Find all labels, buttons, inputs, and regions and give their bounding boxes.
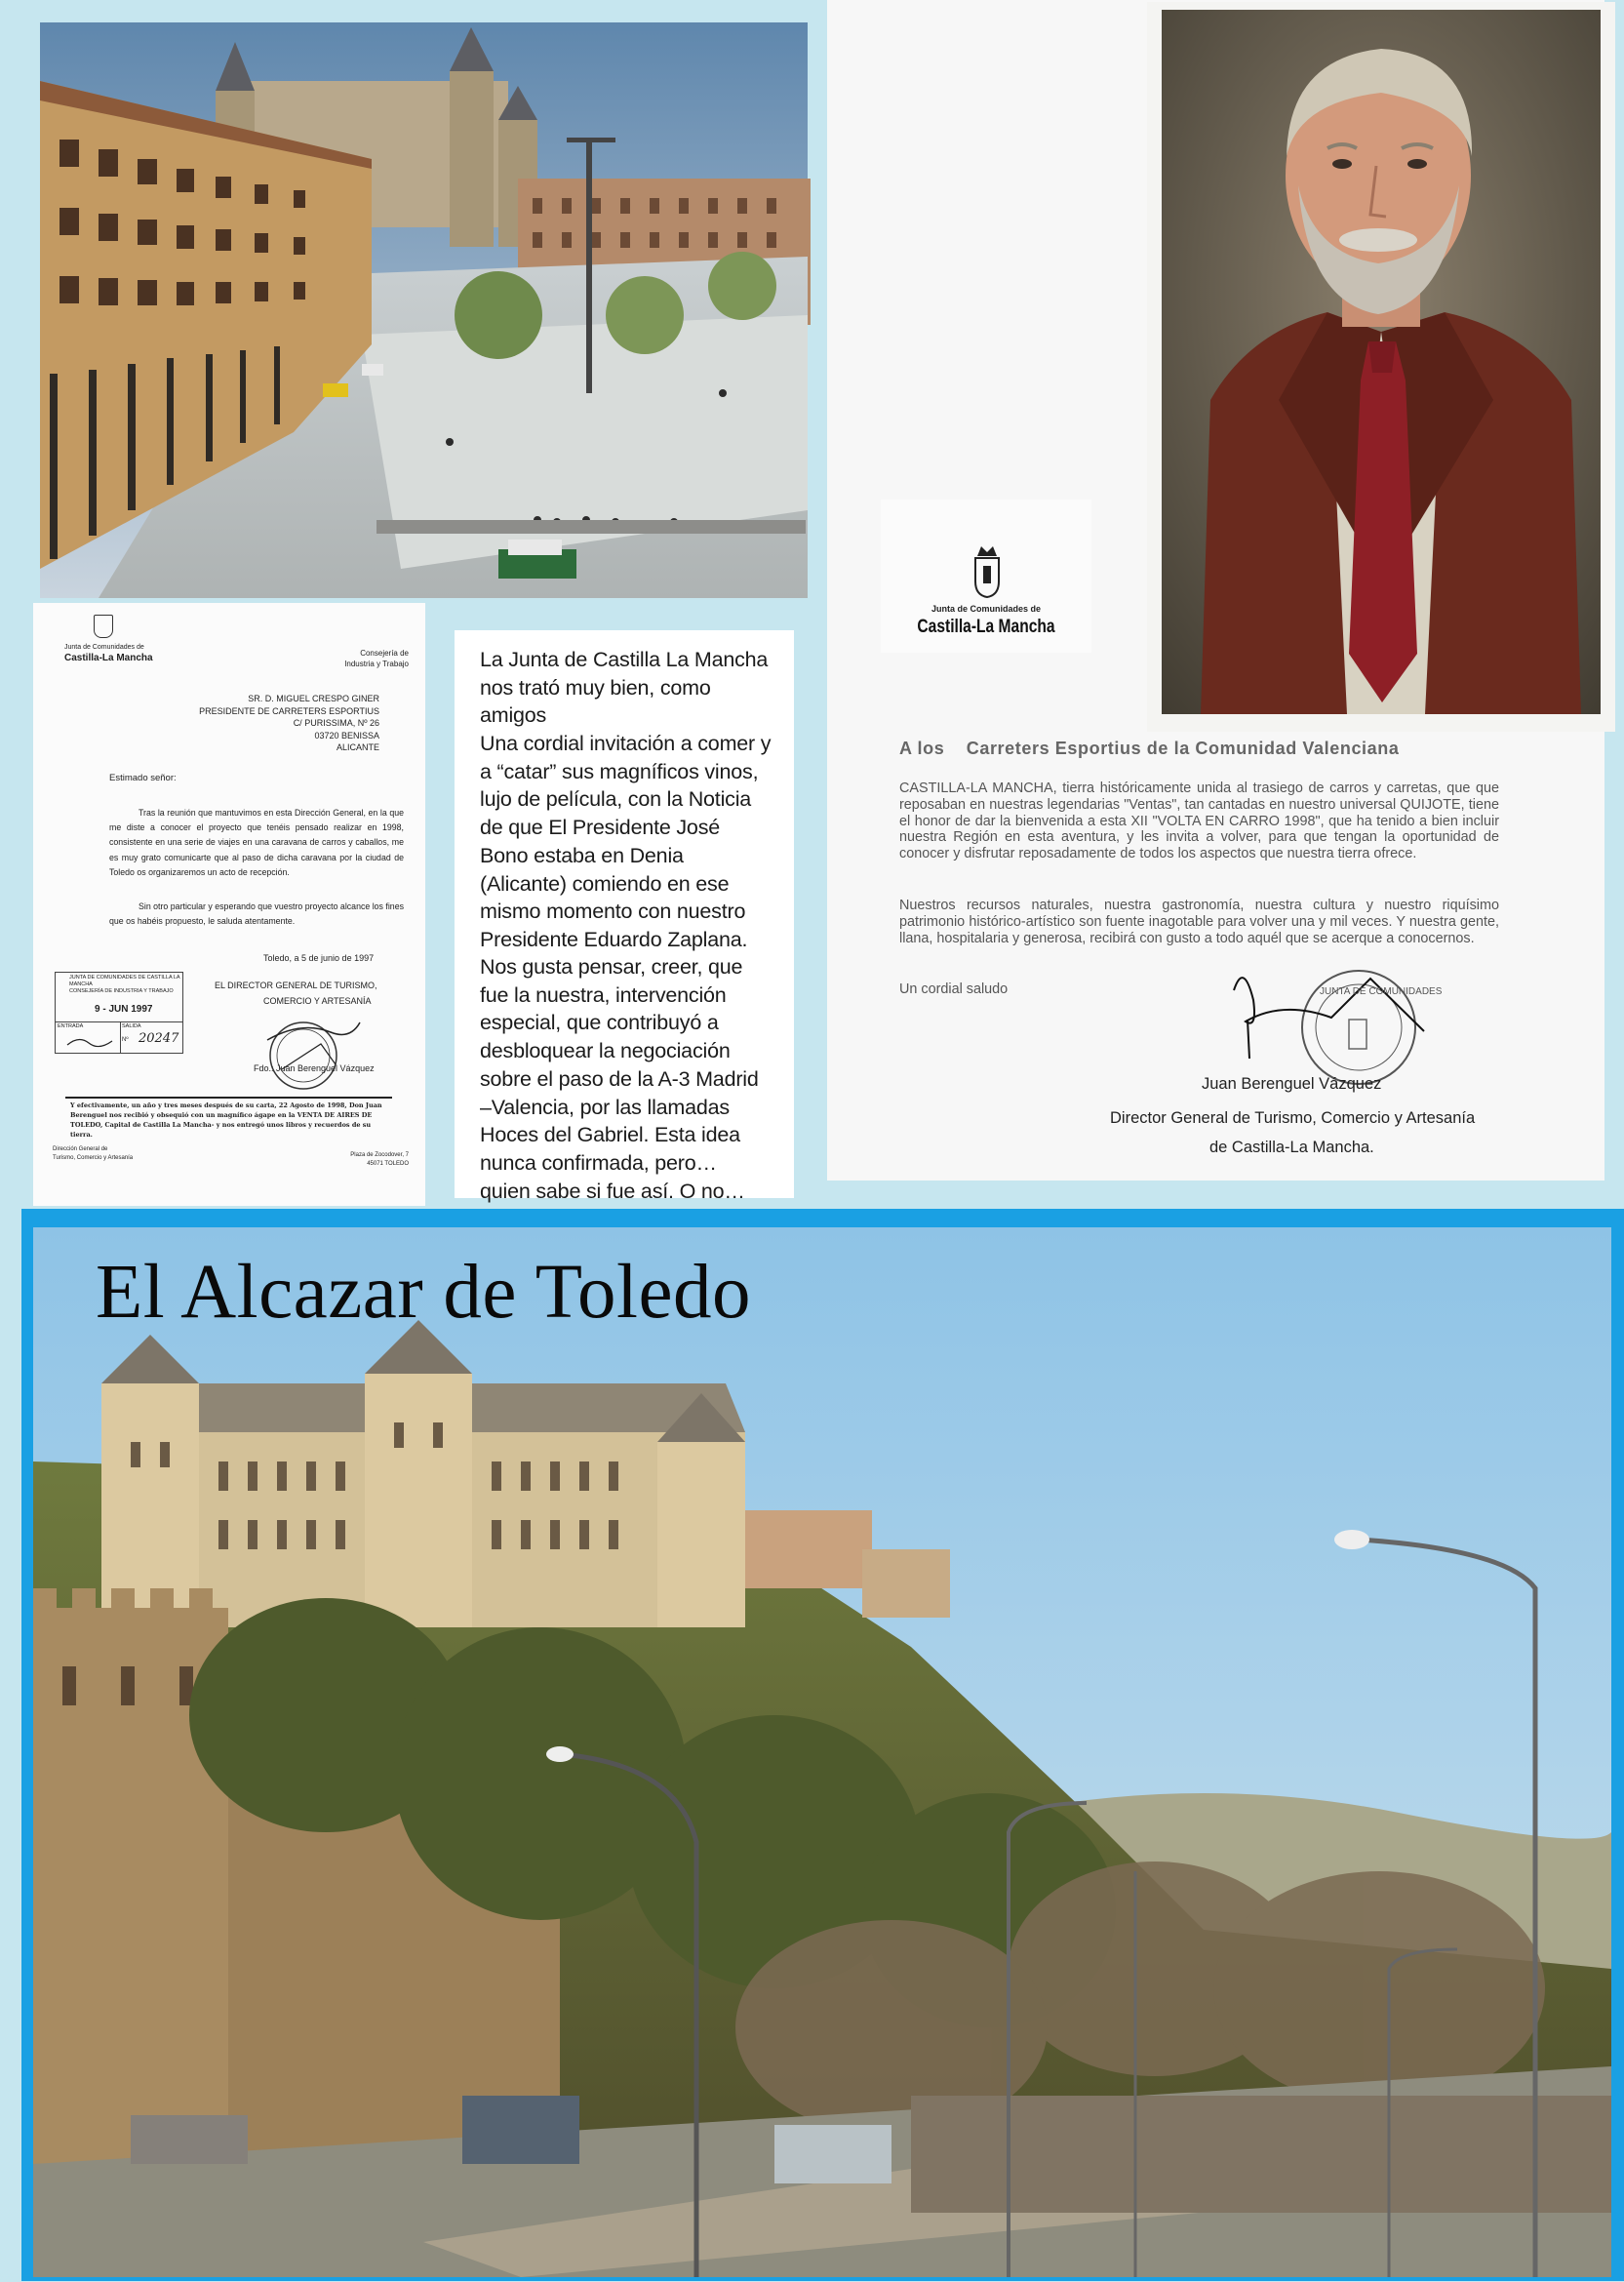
stamp-number: 20247 [139,1031,179,1046]
note-paragraph-2: Una cordial invitación a comer y a “catar” sus magníficos vinos, lujo de película, con la Noticia de que El Presidente José Bono estaba en Denia (Alicante) comiendo en ese mismo momento con nuestro Presidente Eduardo Zaplana. [480,732,772,951]
alcazar-title: El Alcazar de Toledo [96,1250,752,1335]
director-signature [262,1011,370,1099]
letter-sign-line2: COMERCIO Y ARTESANÍA [263,996,372,1006]
note-paragraph-1: La Junta de Castilla La Mancha nos trató muy bien, como amigos [480,648,769,728]
plaza-illustration [40,22,808,598]
welcome-signer-name: Juan Berenguel Vázquez [1202,1075,1382,1093]
plaza-zocodover-photo [40,22,808,598]
stamp-salida: SALIDA [122,1023,141,1029]
footer-left-line2: Turismo, Comercio y Artesanía [53,1155,134,1161]
commentary-note [455,630,794,1203]
letter-body-1: Tras la reunión que mantuvimos en esta Dirección General, en la que me diste a conocer el proyecto que tenéis pensado realizar en 1998, consistente en una serie de viajes en una caravana de carros y caballos, me es muy grato comunicarte que al paso de dicha caravana por la ciudad de Toledo os organizaremos un acto de recepción. [109,808,404,877]
address-line: 03720 BENISSA [314,730,379,741]
alcazar-photo [33,1227,1611,2277]
address-line: PRESIDENTE DE CARRETERS ESPORTIUS [199,705,379,716]
letter-sign-line1: EL DIRECTOR GENERAL DE TURISMO, [215,981,377,990]
junta-logo-line2: Castilla-La Mancha [917,617,1055,637]
letter-logo-line1: Junta de Comunidades de [64,644,144,651]
footer-right-line1: Plaza de Zocodover, 7 [350,1152,409,1158]
welcome-closing: Un cordial saludo [899,981,1009,997]
welcome-signer-title: Director General de Turismo, Comercio y Artesanía [1110,1109,1476,1127]
letter-signed: Fdo.: Juan Berenguel Vázquez [254,1063,375,1073]
stamp-scribble [65,1031,114,1051]
letter-dept [326,648,409,669]
footer-right-line2: 45071 TOLEDO [367,1161,409,1167]
junta-logo-line1: Junta de Comunidades de [931,604,1042,614]
alcazar-illustration [33,1227,1611,2277]
portrait-illustration [1162,10,1601,714]
letter-salutation: Estimado señor: [109,773,177,783]
stamp-line2: CONSEJERÍA DE INDUSTRIA Y TRABAJO [69,988,174,994]
stamp-arc-text: JUNTA DE COMUNIDADES [1320,986,1443,997]
portrait-photo [1162,10,1601,714]
welcome-paragraph-1: CASTILLA-LA MANCHA, tierra históricamente unida al trasiego de carros y carretas, que que reposaban en nuestras legendarias "Ventas", tan cantadas en nuestro universal QUIJOTE, tiene el honor de dar la bienvenida a esta XII "VOLTA EN CARRO 1998", que ha tenido a bien incluir nuestra Región en esta aventura, y les invita a volver, para que tengan la oportunidad de conocer y disfrutar reposadamente de todos los aspectos que nuestra tierra ofrece. [899,781,1499,862]
welcome-heading: A los Carreters Esportius de la Comunidad Valenciana [899,739,1400,758]
letter-date: Toledo, a 5 de junio de 1997 [263,953,375,963]
letter-dept-line1: Consejería de [360,649,409,658]
note-paragraph-3: Nos gusta pensar, creer, que fue la nuestra, intervención especial, que contribuyó a desbloquear la negociación sobre el paso de la A-3 Madrid –Valencia, por las llamadas Hoces del Gabriel. Esta idea nunca confirmada, pero… quien sabe si fue así. O no… [480,955,759,1203]
stamp-no: Nº [122,1037,129,1043]
letter-logo-line2: Castilla-La Mancha [64,653,153,663]
letter-dept-line2: Industria y Trabajo [344,660,409,668]
letter-address [199,693,379,754]
junta-logo [881,500,1091,653]
letter-footer-right [326,1151,409,1169]
coat-of-arms-icon [972,544,1002,599]
registry-stamp [55,972,183,1054]
letter-footer-left [53,1145,133,1163]
welcome-signer-region: de Castilla-La Mancha. [1209,1139,1374,1156]
welcome-paragraph-2: Nuestros recursos naturales, nuestra gastronomía, nuestra cultura y nuestro riquísimo patrimonio histórico-artístico son fuente inagotable para volver una y mil veces. Y nuestra gente, llana, hospitalaria y generosa, recibirá con gusto a todo aquél que se acerque a conocernos. [899,898,1499,946]
reception-letter [33,603,425,1206]
letter-postscript: Y efectivamente, un año y tres meses después de su carta, 22 Agosto de 1998, Don Juan Berenguel nos recibió y obsequió con un magnífico ágape en la VENTA DE AIRES DE TOLEDO, Capital de Castilla La Mancha- y nos entregó unos libros y recuerdos de su tierra. [70,1101,382,1139]
stamp-line1: JUNTA DE COMUNIDADES DE CASTILLA LA MANCHA [69,975,180,987]
coat-of-arms-icon [94,615,113,638]
address-line: C/ PURISSIMA, Nº 26 [293,718,379,728]
address-line: ALICANTE [336,742,379,752]
address-line: SR. D. MIGUEL CRESPO GINER [248,694,379,703]
stamp-date: 9 - JUN 1997 [95,1004,153,1015]
footer-left-line1: Dirección General de [53,1146,108,1152]
letter-body-2: Sin otro particular y esperando que vuestro proyecto alcance los fines que os habéis propuesto, le saluda atentamente. [109,901,404,927]
stamp-entrada: ENTRADA [58,1023,84,1029]
